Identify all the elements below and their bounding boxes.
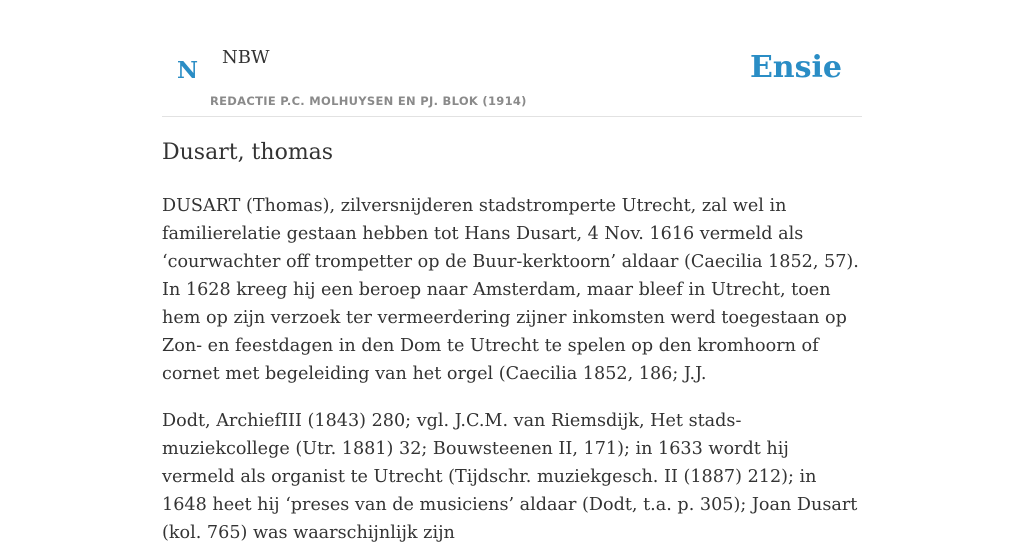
book-subtitle: REDACTIE P.C. MOLHUYSEN EN PJ. BLOK (1914)	[210, 94, 527, 108]
entry-paragraph: DUSART (Thomas), zilversnijderen stadstromperte Utrecht, zal wel in familierelatie gestaan hebben tot Hans Dusart, 4 Nov. 1616 vermeld als ‘courwachter off trompetter op de Buur-kerktoorn’ aldaar (Caecilia 1852, 57). In 1628 kreeg hij een beroep naar Amsterdam, maar bleef in Utrecht, toen hem op zijn verzoek ter vermeerdering zijner inkomsten werd toegestaan op Zon- en feestdagen in den Dom te Utrecht te spelen op den kromhoorn of cornet met begeleiding van het orgel (Caecilia 1852, 186; J.J.	[162, 196, 859, 384]
ensie-logo-link[interactable]: Ensie	[749, 50, 842, 85]
book-header	[162, 0, 862, 117]
entry-title: Dusart, thomas	[162, 140, 334, 165]
book-title[interactable]: NBW	[222, 47, 270, 68]
book-logo: N	[177, 57, 199, 84]
entry-paragraph: Dodt, ArchiefIII (1843) 280; vgl. J.C.M. van Riemsdijk, Het stads-muziekcollege (Utr. 1881) 32; Bouwsteenen II, 171); in 1633 wordt hij vermeld als organist te Utrecht (Tijdschr. muziekgesch. II (1887) 212); in 1648 heet hij ‘preses van de musiciens’ aldaar (Dodt, t.a. p. 305); Joan Dusart (kol. 765) was waarschijnlijk zijn	[162, 411, 858, 543]
